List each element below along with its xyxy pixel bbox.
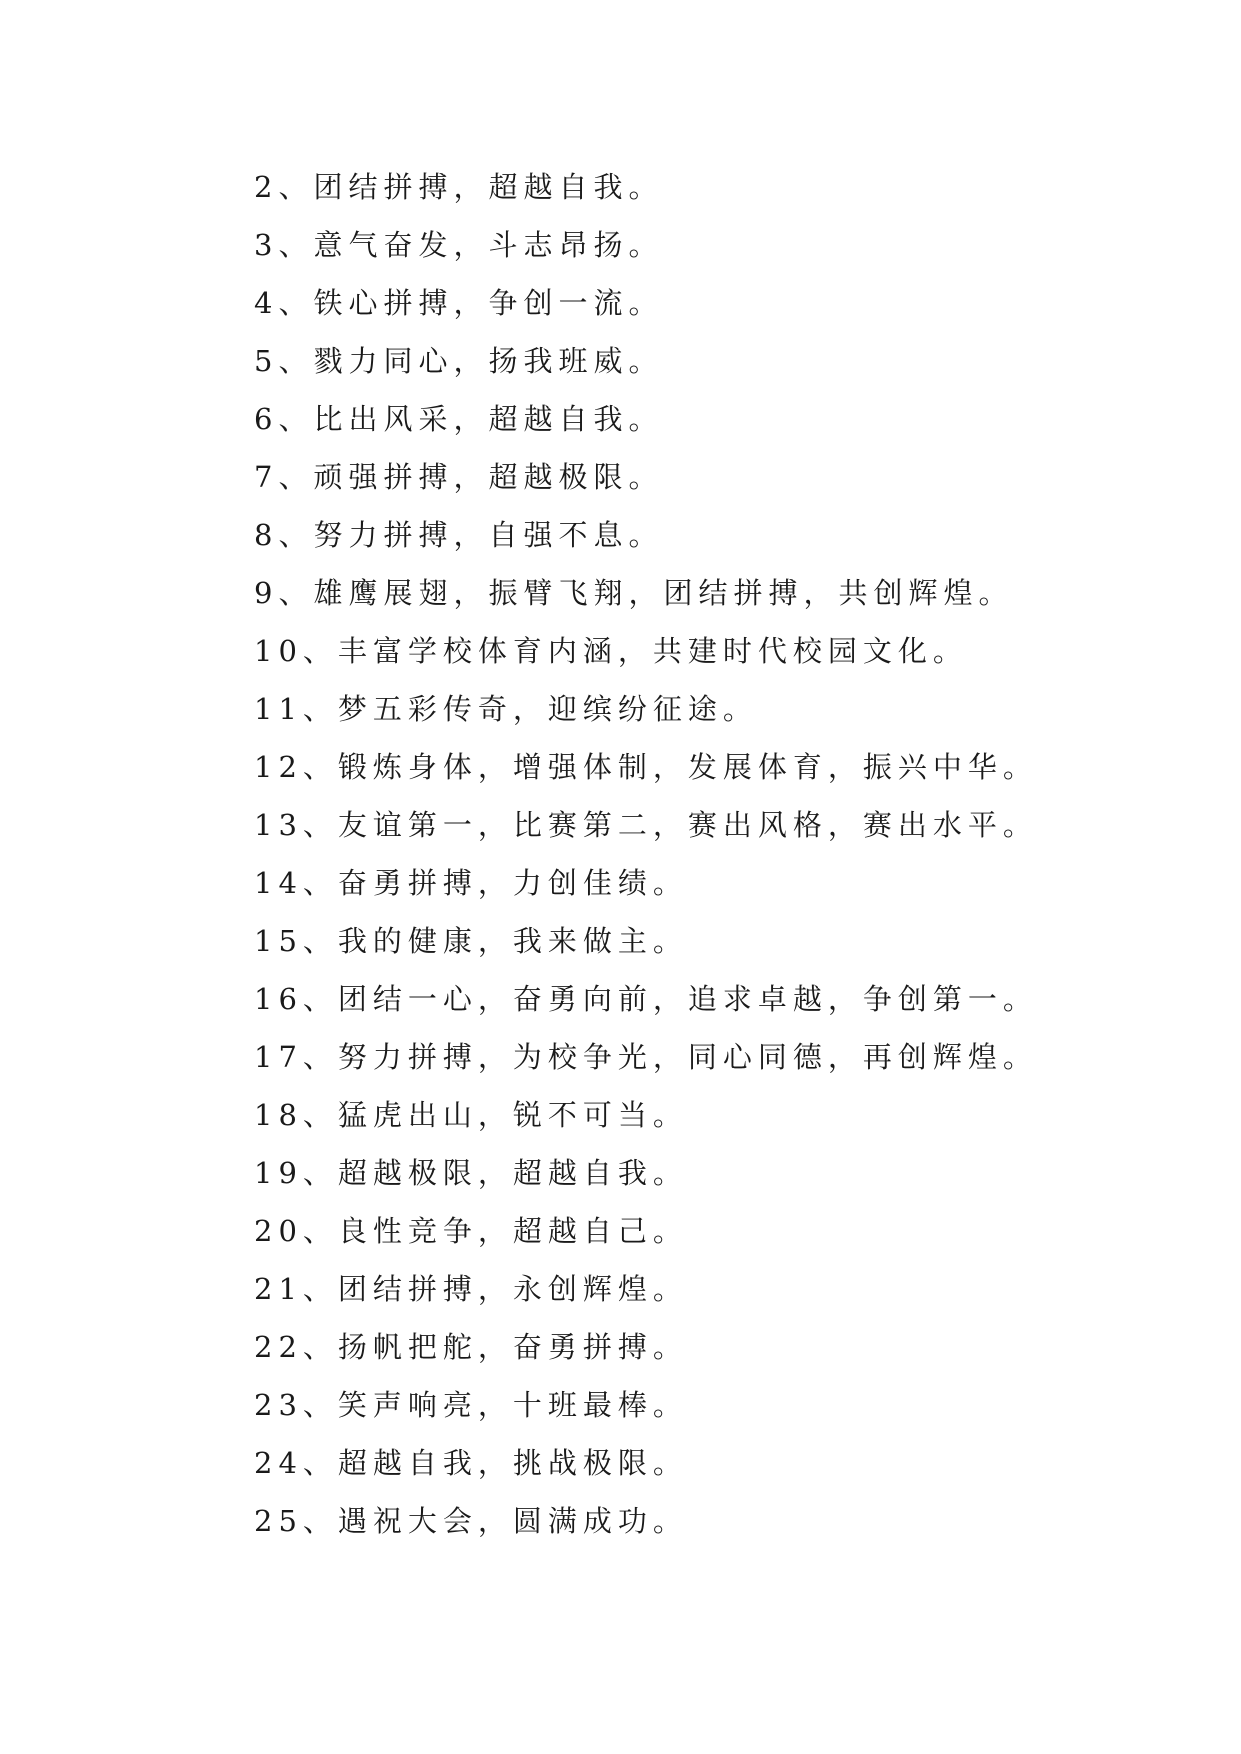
- list-item: 15、我的健康，我来做主。: [254, 924, 688, 958]
- list-item: 16、团结一心，奋勇向前，追求卓越，争创第一。: [254, 982, 1038, 1016]
- list-item: 4、铁心拼搏，争创一流。: [254, 286, 664, 320]
- list-item: 21、团结拼搏，永创辉煌。: [254, 1272, 688, 1306]
- list-item: 14、奋勇拼搏，力创佳绩。: [254, 866, 688, 900]
- list-item: 18、猛虎出山，锐不可当。: [254, 1098, 688, 1132]
- list-item: 7、顽强拼搏，超越极限。: [254, 460, 664, 494]
- list-item: 25、遇祝大会，圆满成功。: [254, 1504, 688, 1538]
- list-item: 22、扬帆把舵，奋勇拼搏。: [254, 1330, 688, 1364]
- list-item: 2、团结拼搏，超越自我。: [254, 170, 664, 204]
- list-item: 5、戮力同心，扬我班威。: [254, 344, 664, 378]
- list-item: 24、超越自我，挑战极限。: [254, 1446, 688, 1480]
- list-item: 9、雄鹰展翅，振臂飞翔，团结拼搏，共创辉煌。: [254, 576, 1014, 610]
- list-item: 17、努力拼搏，为校争光，同心同德，再创辉煌。: [254, 1040, 1038, 1074]
- slogan-list: [254, 158, 1038, 1550]
- list-item: 13、友谊第一，比赛第二，赛出风格，赛出水平。: [254, 808, 1038, 842]
- list-item: 11、梦五彩传奇，迎缤纷征途。: [254, 692, 758, 726]
- list-item: 10、丰富学校体育内涵，共建时代校园文化。: [254, 634, 968, 668]
- list-item: 6、比出风采，超越自我。: [254, 402, 664, 436]
- list-item: 23、笑声响亮，十班最棒。: [254, 1388, 688, 1422]
- list-item: 19、超越极限，超越自我。: [254, 1156, 688, 1190]
- list-item: 12、锻炼身体，增强体制，发展体育，振兴中华。: [254, 750, 1038, 784]
- list-item: 3、意气奋发，斗志昂扬。: [254, 228, 664, 262]
- list-item: 20、良性竞争，超越自己。: [254, 1214, 688, 1248]
- list-item: 8、努力拼搏，自强不息。: [254, 518, 664, 552]
